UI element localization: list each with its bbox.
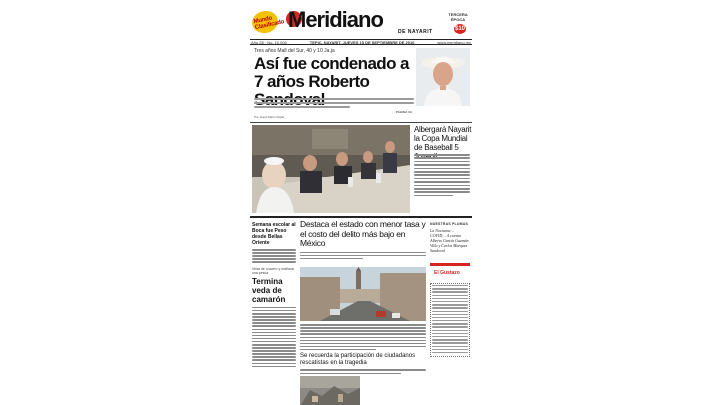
second-story[interactable] (250, 122, 472, 214)
right-column (430, 222, 470, 357)
masthead (250, 8, 472, 38)
lead-body-text (254, 98, 414, 112)
middle-headline[interactable]: Destaca el estado con menor tasa y el costo del delito más bajo en México (300, 219, 426, 248)
opinion-columnists[interactable]: La Nocturna… COVID… A cuenta Alberto García Guzmán Villa y Carlos Marquez Sandoval (430, 228, 469, 253)
opinion-text-box (430, 283, 470, 357)
price-badge: $10 (454, 26, 465, 32)
ad-label: El Gustazo (434, 270, 460, 276)
logo-subtitle: DE NAYARIT (398, 29, 433, 35)
left-headline-2[interactable]: Termina veda de camarón (252, 276, 286, 304)
ad-banner[interactable] (430, 263, 470, 279)
lead-headline[interactable]: Así fue condenado a 7 años Roberto (254, 54, 409, 91)
newspaper-logo[interactable]: Meridiano (288, 8, 383, 32)
second-headline[interactable]: Albergará Nayarit la Copa Mundial de Baseball 5 (414, 125, 472, 152)
promo-badge-label: Mundo Clasificado (253, 15, 285, 32)
press-conference-photo (252, 125, 410, 213)
left-kicker: Veda de crucero y mañana una pesca (252, 266, 294, 275)
middle-subheadline[interactable]: Se recuerda la participación de ciudadanos rescatistas en la tragedia (300, 353, 416, 367)
lower-section (250, 216, 472, 405)
middle-column (300, 220, 426, 405)
left-headline-1[interactable]: Semana escolar al Boca fue Peso desde Bellas Oriente (252, 222, 296, 246)
second-body-text (414, 154, 470, 198)
dateline (250, 39, 472, 45)
lead-portrait-photo (416, 48, 470, 106)
promo-badge[interactable] (250, 9, 285, 36)
issue-date: TEPIC, NAYARIT, JUEVES 15 DE SEPTIEMBRE DE 2016 (309, 39, 415, 45)
newspaper-front-page (250, 8, 472, 405)
lead-page-ref[interactable]: PÁGINA 3A (395, 110, 412, 114)
issue-number: Año 28 · No. 10,000 (251, 39, 287, 45)
epoch-label: TERCERA ÉPOCA (448, 12, 468, 22)
rescue-photo (300, 376, 360, 405)
lead-story[interactable] (250, 46, 472, 120)
street-photo (300, 267, 426, 321)
left-column (252, 222, 296, 369)
lead-byline: Por Jesús Mario Rojas (254, 115, 285, 119)
lead-kicker: Tres años Mall del Sur, 40 y 10 Ja.ja (254, 48, 335, 54)
website[interactable]: www.meridiano.mx (437, 39, 471, 45)
opinion-section-title: NUESTRAS PLUMAS (430, 222, 469, 226)
